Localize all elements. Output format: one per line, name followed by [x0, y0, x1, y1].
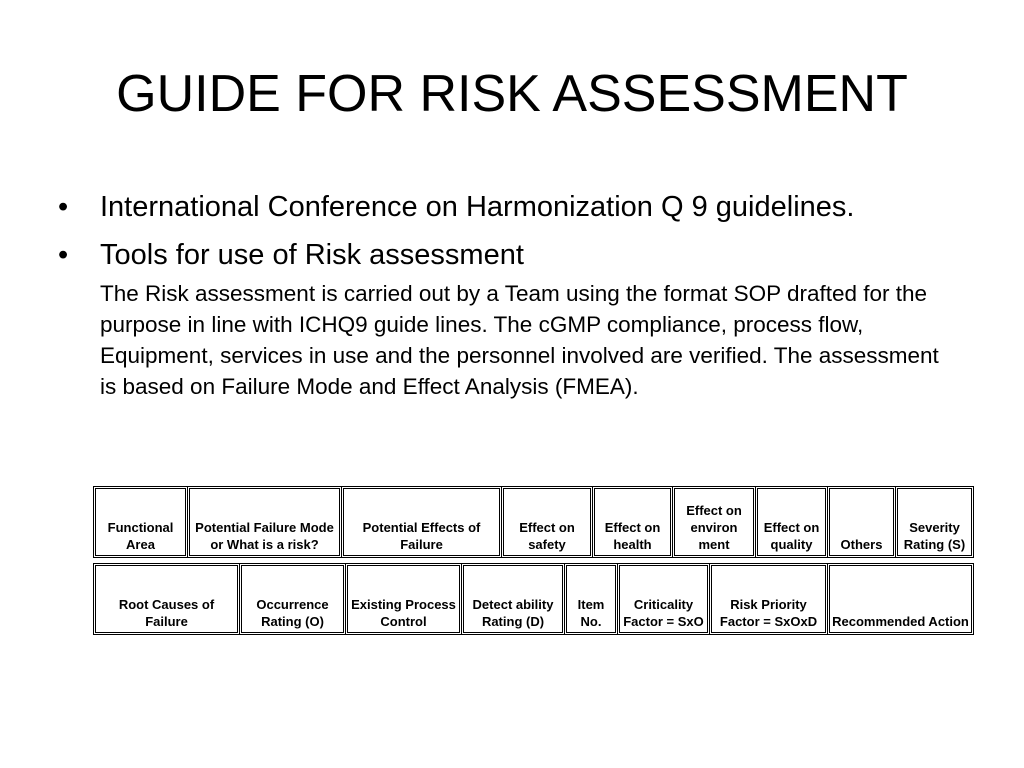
header-cell-risk-priority-factor: Risk Priority Factor = SxOxD [710, 564, 828, 635]
table-row [94, 487, 974, 558]
header-cell-item-no: Item No. [565, 564, 618, 635]
fmea-table-risk-priority [93, 563, 974, 635]
header-cell-existing-process-control: Existing Process Control [346, 564, 462, 635]
bullet-dot-icon: • [58, 191, 69, 223]
header-cell-functional-area: Functional Area [94, 487, 188, 558]
bullet-text: Tools for use of Risk assessment [100, 239, 524, 271]
header-cell-root-causes: Root Causes of Failure [94, 564, 240, 635]
header-cell-effect-environment: Effect on environ ment [673, 487, 756, 558]
bullet-dot-icon: • [58, 239, 69, 271]
header-cell-criticality-factor: Criticality Factor = SxO [618, 564, 710, 635]
bullet-subtext: The Risk assessment is carried out by a Team using the format SOP drafted for the purpose in line with ICHQ9 guide lines. The cGMP compliance, process flow, Equipment, services in use and the personnel involved are verified. The assessment is based on Failure Mode and Effect Analysis (FMEA). [100, 281, 939, 399]
header-cell-detectability-rating: Detect ability Rating (D) [462, 564, 565, 635]
header-cell-effect-health: Effect on health [593, 487, 673, 558]
slide-title: GUIDE FOR RISK ASSESSMENT [116, 65, 908, 123]
header-cell-potential-failure-mode: Potential Failure Mode or What is a risk? [188, 487, 342, 558]
bullet-text: International Conference on Harmonization Q 9 guidelines. [100, 191, 855, 223]
bullet-item-tools [58, 236, 978, 402]
bullet-list [58, 188, 978, 412]
header-cell-potential-effects: Potential Effects of Failure [342, 487, 502, 558]
header-cell-effect-safety: Effect on safety [502, 487, 593, 558]
header-cell-occurrence-rating: Occurrence Rating (O) [240, 564, 346, 635]
bullet-item-ich-q9 [58, 188, 978, 226]
header-cell-effect-quality: Effect on quality [756, 487, 828, 558]
table-row [94, 564, 974, 635]
header-cell-others: Others [828, 487, 896, 558]
fmea-table-severity [93, 486, 974, 558]
header-cell-severity-rating: Severity Rating (S) [896, 487, 974, 558]
header-cell-recommended-action: Recommended Action [828, 564, 974, 635]
